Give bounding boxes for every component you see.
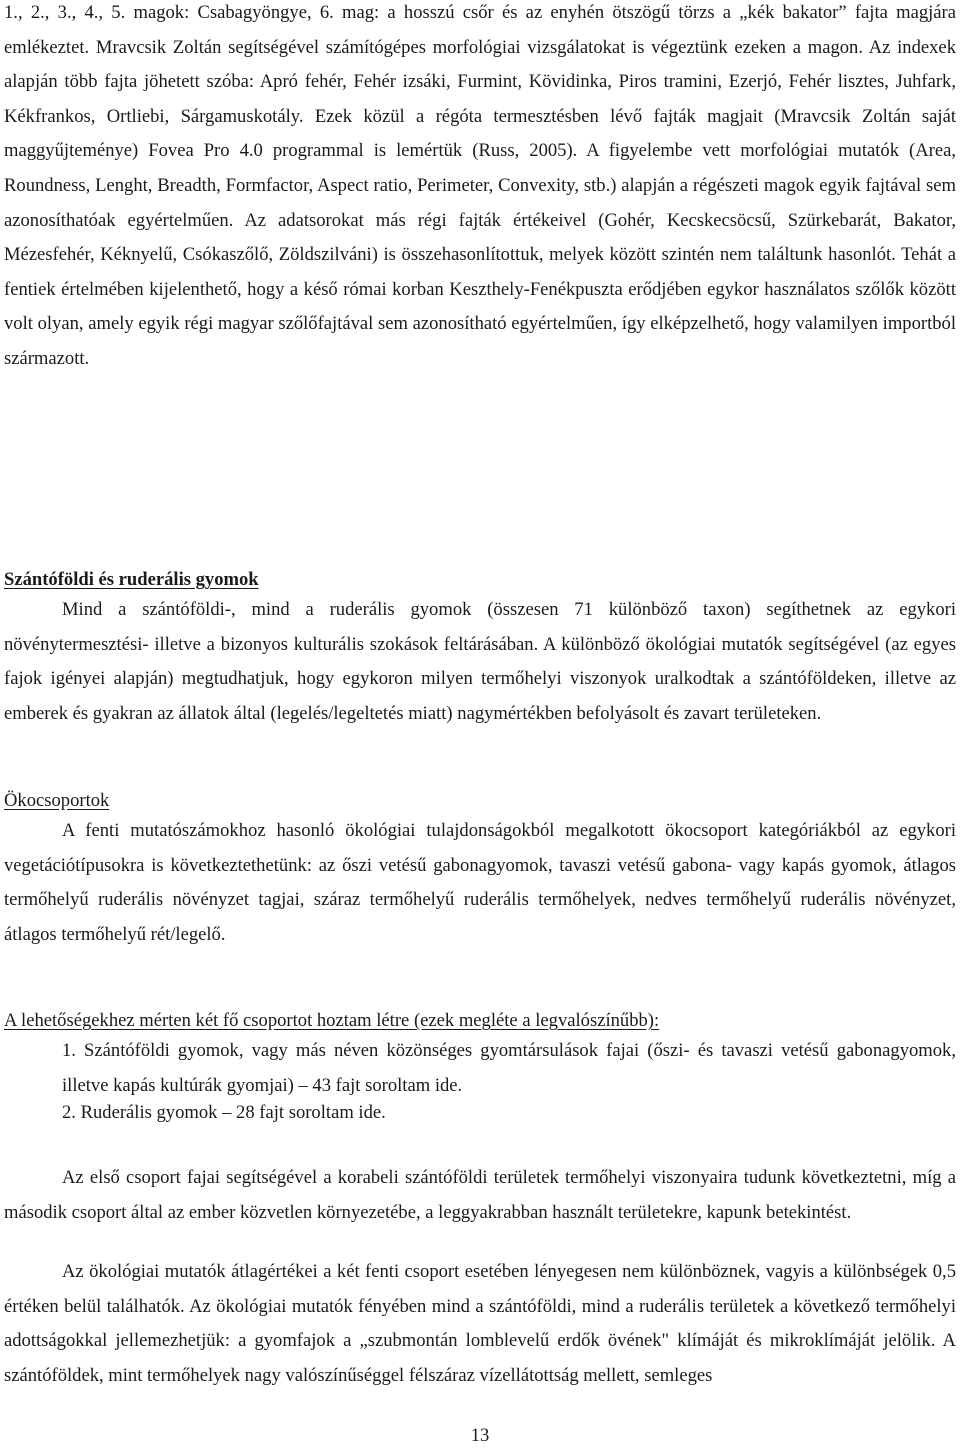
paragraph-ecological-values: Az ökológiai mutatók átlagértékei a két fenti csoport esetében lényegesen nem különböznek, vagyis a különbségek 0,5 értéken belül találhatók. Az ökológiai mutatók fényében mind a szántóföldi, mind a ruderális területek a következő termőhelyi adottságokkal jellemezhetjük: a gyomfajok a „szubmontán lomblevelű erdők övének" klímáját és mikroklímáját jelölik. A szántóföldek, mint termőhelyek nagy valószínűséggel félszáraz vízellátottság mellett, semleges xyxy=(4,1261,956,1386)
list-item-ruderal-weeds: 2. Ruderális gyomok – 28 fajt soroltam ide. xyxy=(62,1102,386,1123)
paragraph-first-group: Az első csoport fajai segítségével a korabeli szántóföldi területek termőhelyi viszonyaira tudunk következtetni, míg a második csoport által az ember közvetlen környezetébe, a leggyakrabban használt területekre, kapunk betekintést. xyxy=(4,1167,956,1223)
section-heading-groups: A lehetőségekhez mérten két fő csoportot hoztam létre (ezek megléte a legvalószínűbb): xyxy=(4,1010,660,1031)
paragraph-ecogroups: A fenti mutatószámokhoz hasonló ökológiai tulajdonságokból megalkotott ökocsoport kategóriákból az egykori vegetációtípusokra is következtethetünk: az őszi vetésű gabonagyomok, tavaszi vetésű gabona- vagy kapás gyomok, átlagos termőhelyű ruderális növényzet tagjai, száraz termőhelyű ruderális termőhelyek, nedves termőhelyű ruderális növényzet, átlagos termőhelyű rét/legelő. xyxy=(4,820,956,945)
paragraph-grape-seeds: 1., 2., 3., 4., 5. magok: Csabagyöngye, 6. mag: a hosszú csőr és az enyhén ötszögű törzs a „kék bakator” fajta magjára emlékeztet. Mravcsik Zoltán segítségével számítógépes morfológiai vizsgálatokat is végeztünk ezeken a magon. Az indexek alapján több fajta jöhetett szóba: Apró fehér, Fehér izsáki, Furmint, Kövidinka, Piros tramini, Ezerjó, Fehér lisztes, Juhfark, Kékfrankos, Ortliebi, Sárgamuskotály. Ezek közül a régóta termesztésben lévő fajták magjait (Mravcsik Zoltán saját maggyűjteménye) Fovea Pro 4.0 programmal is lemértük (Russ, 2005). A figyelembe vett morfológiai mutatók (Area, Roundness, Lenght, Breadth, Formfactor, Aspect ratio, Perimeter, Convexity, stb.) alapján a régészeti magok egyik fajtával sem azonosíthatóak egyértelműen. Az adatsorokat más régi fajták értékeivel (Gohér, Kecskecsöcsű, Szürkebarát, Bakator, Mézesfehér, Kéknyelű, Csókaszőlő, Zöldszilváni) is összehasonlítottuk, melyek között szintén nem találtunk hasonlót. Tehát a fentiek értelmében kijelenthető, hogy a késő római korban Keszthely-Fenékpuszta erődjében egykor használatos szőlők között volt olyan, amely egyik régi magyar szőlőfajtával sem azonosítható egyértelműen, így elképzelhető, hogy valamilyen importból származott. xyxy=(4,2,956,369)
section-heading-ecogroups: Ökocsoportok xyxy=(4,790,110,811)
section-heading-weeds: Szántóföldi és ruderális gyomok xyxy=(4,569,259,590)
list-item-arable-weeds: 1. Szántóföldi gyomok, vagy más néven közönséges gyomtársulások fajai (őszi- és tavaszi vetésű gabonagyomok, illetve kapás kultúrák gyomjai) – 43 fajt soroltam ide. xyxy=(62,1040,956,1096)
paragraph-weeds: Mind a szántóföldi-, mind a ruderális gyomok (összesen 71 különböző taxon) segíthetnek az egykori növénytermesztési- illetve a bizonyos kulturális szokások feltárásában. A különböző ökológiai mutatók segítségével (az egyes fajok igényei alapján) megtudhatjuk, hogy egykoron milyen termőhelyi viszonyok uralkodtak a szántóföldeken, illetve az emberek és gyakran az állatok által (legelés/legeltetés miatt) nagymértékben befolyásolt és zavart területeken. xyxy=(4,599,956,724)
page-number: 13 xyxy=(470,1425,490,1446)
